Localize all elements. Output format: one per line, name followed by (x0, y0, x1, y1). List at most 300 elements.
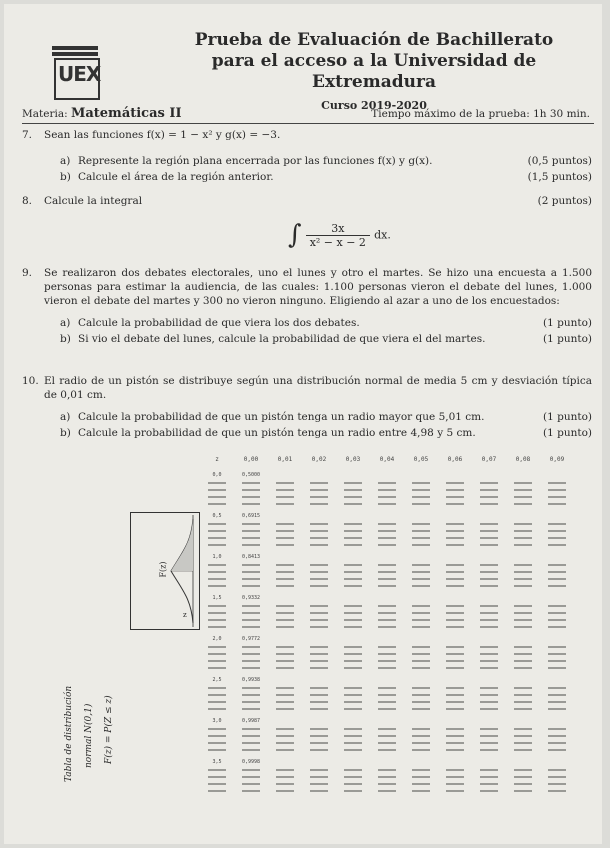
table-filler-line (310, 530, 328, 532)
table-filler-line (276, 783, 294, 785)
table-filler-line (208, 503, 226, 505)
table-header-cell: 0,09 (549, 456, 565, 463)
question-text: El radio de un pistón se distribuye según una distribución normal de media 5 cm y desviación típica de 0,01 cm. (44, 375, 592, 401)
table-filler-line (378, 687, 396, 689)
table-filler-line (276, 742, 294, 744)
table-filler-line (344, 749, 362, 751)
question-points: (2 puntos) (537, 195, 592, 207)
table-filler-line (548, 612, 566, 614)
table-filler-line (480, 667, 498, 669)
normal-table (60, 452, 568, 800)
table-filler-line (344, 660, 362, 662)
table-subtitle: normal N(0,1) (84, 703, 94, 768)
table-filler-line (446, 749, 464, 751)
table-filler-line (480, 783, 498, 785)
table-filler-line (242, 496, 260, 498)
table-filler-line (446, 605, 464, 607)
table-filler-line (480, 612, 498, 614)
table-filler-line (276, 708, 294, 710)
table-filler-line (446, 489, 464, 491)
table-cell: 0,6915 (241, 513, 261, 519)
table-filler-line (412, 564, 430, 566)
table-filler-line (378, 578, 396, 580)
table-filler-line (378, 605, 396, 607)
table-filler-line (208, 544, 226, 546)
table-filler-line (208, 571, 226, 573)
item-text: Calcule la probabilidad de que un pistón tenga un radio entre 4,98 y 5 cm. (78, 427, 476, 439)
table-filler-line (412, 578, 430, 580)
table-filler-line (208, 701, 226, 703)
table-filler-line (548, 701, 566, 703)
table-filler-line (446, 735, 464, 737)
table-filler-line (412, 571, 430, 573)
table-filler-line (514, 626, 532, 628)
table-filler-line (242, 708, 260, 710)
table-cell: 3,0 (212, 718, 222, 724)
table-filler-line (412, 728, 430, 730)
table-filler-line (310, 687, 328, 689)
table-filler-line (480, 503, 498, 505)
table-filler-line (310, 694, 328, 696)
table-filler-line (446, 742, 464, 744)
table-filler-line (480, 530, 498, 532)
table-filler-line (378, 667, 396, 669)
table-title: Tabla de distribución (64, 685, 74, 782)
table-filler-line (208, 619, 226, 621)
question-number: 7. (22, 129, 33, 141)
table-filler-line (412, 544, 430, 546)
table-filler-line (344, 742, 362, 744)
table-filler-line (344, 667, 362, 669)
table-filler-line (276, 749, 294, 751)
table-filler-line (310, 496, 328, 498)
table-filler-line (310, 660, 328, 662)
table-filler-line (514, 571, 532, 573)
table-filler-line (344, 496, 362, 498)
table-filler-line (310, 626, 328, 628)
table-filler-line (344, 619, 362, 621)
graph-label: F(z) (158, 561, 168, 578)
table-filler-line (344, 503, 362, 505)
table-filler-line (344, 523, 362, 525)
table-filler-line (344, 783, 362, 785)
table-filler-line (412, 626, 430, 628)
table-filler-line (276, 564, 294, 566)
table-filler-line (344, 687, 362, 689)
table-filler-line (276, 728, 294, 730)
table-filler-line (378, 653, 396, 655)
table-filler-line (514, 660, 532, 662)
table-filler-line (446, 564, 464, 566)
table-filler-line (242, 571, 260, 573)
table-cell: 1,0 (212, 554, 222, 560)
table-filler-line (412, 605, 430, 607)
table-filler-line (480, 605, 498, 607)
table-filler-line (242, 653, 260, 655)
table-filler-line (242, 523, 260, 525)
table-filler-line (310, 564, 328, 566)
table-filler-line (480, 537, 498, 539)
table-filler-line (446, 769, 464, 771)
table-header-cell: 0,05 (413, 456, 429, 463)
table-filler-line (548, 564, 566, 566)
table-filler-line (480, 482, 498, 484)
question-number: 9. (22, 267, 33, 279)
table-filler-line (344, 776, 362, 778)
table-filler-line (412, 496, 430, 498)
table-filler-line (242, 728, 260, 730)
table-filler-line (480, 544, 498, 546)
table-filler-line (548, 530, 566, 532)
table-filler-line (514, 667, 532, 669)
table-filler-line (242, 660, 260, 662)
table-filler-line (208, 653, 226, 655)
question-item (22, 316, 592, 330)
item-letter: a) (60, 155, 71, 167)
table-filler-line (548, 626, 566, 628)
table-filler-line (208, 646, 226, 648)
table-filler-line (480, 489, 498, 491)
table-filler-line (514, 653, 532, 655)
table-filler-line (310, 612, 328, 614)
table-filler-line (514, 503, 532, 505)
question-number: 10. (22, 375, 39, 387)
table-filler-line (344, 482, 362, 484)
table-filler-line (548, 769, 566, 771)
table-filler-line (378, 496, 396, 498)
table-header-cell: 0,08 (515, 456, 531, 463)
item-points: (1 punto) (543, 411, 592, 423)
table-filler-line (446, 626, 464, 628)
table-filler-line (242, 619, 260, 621)
table-filler-line (310, 769, 328, 771)
table-filler-line (310, 790, 328, 792)
table-cell: 0,9772 (241, 636, 261, 642)
table-filler-line (242, 783, 260, 785)
table-filler-line (446, 619, 464, 621)
table-filler-line (514, 708, 532, 710)
table-filler-line (514, 776, 532, 778)
table-filler-line (310, 619, 328, 621)
table-filler-line (412, 537, 430, 539)
table-filler-line (276, 605, 294, 607)
question-9 (22, 266, 592, 346)
table-cell: 0,8413 (241, 554, 261, 560)
table-filler-line (548, 708, 566, 710)
table-filler-line (378, 482, 396, 484)
table-filler-line (548, 537, 566, 539)
item-text: Represente la región plana encerrada por las funciones f(x) y g(x). (78, 155, 433, 167)
table-filler-line (412, 790, 430, 792)
table-filler-line (242, 646, 260, 648)
exam-course: Curso 2019-2020 (321, 99, 427, 112)
table-filler-line (378, 612, 396, 614)
table-filler-line (378, 742, 396, 744)
table-filler-line (276, 790, 294, 792)
table-filler-line (412, 701, 430, 703)
table-filler-line (344, 694, 362, 696)
table-cell: 0,9332 (241, 595, 261, 601)
table-filler-line (276, 646, 294, 648)
table-filler-line (514, 585, 532, 587)
table-filler-line (242, 694, 260, 696)
table-filler-line (344, 769, 362, 771)
table-filler-line (480, 626, 498, 628)
table-filler-line (412, 783, 430, 785)
table-filler-line (378, 660, 396, 662)
table-filler-line (480, 496, 498, 498)
table-filler-line (208, 790, 226, 792)
table-filler-line (548, 687, 566, 689)
table-filler-line (276, 667, 294, 669)
table-filler-line (276, 489, 294, 491)
table-filler-line (412, 619, 430, 621)
table-filler-line (310, 503, 328, 505)
question-item (22, 410, 592, 424)
integral-expression (288, 220, 391, 250)
table-filler-line (446, 571, 464, 573)
table-filler-line (548, 749, 566, 751)
table-filler-line (446, 653, 464, 655)
table-filler-line (446, 790, 464, 792)
table-filler-line (446, 578, 464, 580)
table-filler-line (548, 503, 566, 505)
question-item (22, 426, 592, 440)
table-filler-line (548, 544, 566, 546)
table-filler-line (242, 776, 260, 778)
table-filler-line (514, 612, 532, 614)
table-filler-line (344, 571, 362, 573)
table-filler-line (514, 742, 532, 744)
table-filler-line (548, 489, 566, 491)
table-header-cell: 0,04 (379, 456, 395, 463)
table-filler-line (276, 687, 294, 689)
integral-differential: dx. (374, 228, 391, 242)
table-filler-line (310, 776, 328, 778)
table-filler-line (514, 701, 532, 703)
integral-denominator: x² − x − 2 (309, 235, 366, 249)
table-filler-line (344, 708, 362, 710)
item-text: Si vio el debate del lunes, calcule la probabilidad de que viera el del martes. (78, 333, 486, 345)
table-filler-line (412, 482, 430, 484)
table-header-cell: z (215, 456, 219, 463)
logo-bar-second (52, 52, 98, 56)
table-filler-line (310, 749, 328, 751)
table-header-cell: 0,00 (243, 456, 259, 463)
table-filler-line (276, 544, 294, 546)
table-filler-line (548, 790, 566, 792)
question-number: 8. (22, 195, 33, 207)
table-filler-line (344, 537, 362, 539)
table-filler-line (480, 564, 498, 566)
logo-bar-top (52, 46, 98, 50)
table-filler-line (514, 749, 532, 751)
table-filler-line (242, 749, 260, 751)
table-filler-line (344, 653, 362, 655)
time-limit: Tiempo máximo de la prueba: 1h 30 min. (371, 108, 590, 120)
table-filler-line (242, 578, 260, 580)
table-cell: 2,0 (212, 636, 222, 642)
table-filler-line (446, 660, 464, 662)
table-filler-line (412, 489, 430, 491)
table-filler-line (378, 776, 396, 778)
table-filler-line (480, 571, 498, 573)
table-filler-line (310, 653, 328, 655)
table-filler-line (344, 626, 362, 628)
table-filler-line (480, 728, 498, 730)
table-filler-line (344, 530, 362, 532)
table-filler-line (446, 667, 464, 669)
table-filler-line (378, 571, 396, 573)
table-filler-line (548, 496, 566, 498)
table-filler-line (412, 708, 430, 710)
table-filler-line (242, 742, 260, 744)
table-filler-line (514, 496, 532, 498)
table-cell: 2,5 (212, 677, 222, 683)
table-filler-line (378, 544, 396, 546)
table-filler-line (446, 783, 464, 785)
table-filler-line (480, 708, 498, 710)
item-letter: a) (60, 411, 71, 423)
table-filler-line (310, 578, 328, 580)
table-filler-line (412, 653, 430, 655)
table-filler-line (480, 619, 498, 621)
table-filler-line (378, 523, 396, 525)
table-filler-line (310, 544, 328, 546)
table-filler-line (548, 619, 566, 621)
subject-label: Materia: (22, 108, 68, 120)
table-filler-line (276, 694, 294, 696)
table-formula: F(z) = P(Z ≤ z) (104, 695, 114, 764)
table-filler-line (446, 523, 464, 525)
table-filler-line (412, 612, 430, 614)
table-filler-line (208, 537, 226, 539)
table-filler-line (446, 585, 464, 587)
table-filler-line (378, 694, 396, 696)
table-filler-line (276, 701, 294, 703)
table-filler-line (412, 687, 430, 689)
table-filler-line (548, 783, 566, 785)
table-filler-line (378, 537, 396, 539)
table-filler-line (480, 776, 498, 778)
table-filler-line (242, 735, 260, 737)
table-filler-line (242, 537, 260, 539)
integral-fraction (306, 222, 370, 249)
table-header-cell: 0,07 (481, 456, 497, 463)
table-filler-line (310, 571, 328, 573)
subject-line (22, 106, 594, 124)
table-filler-line (208, 626, 226, 628)
table-filler-line (480, 523, 498, 525)
table-filler-line (242, 769, 260, 771)
table-filler-line (412, 769, 430, 771)
table-filler-line (276, 612, 294, 614)
table-filler-line (276, 503, 294, 505)
table-filler-line (514, 578, 532, 580)
table-filler-line (242, 790, 260, 792)
table-filler-line (548, 694, 566, 696)
question-item (22, 170, 592, 184)
table-filler-line (378, 790, 396, 792)
table-filler-line (446, 537, 464, 539)
table-columns (204, 452, 568, 800)
table-filler-line (514, 482, 532, 484)
table-filler-line (310, 646, 328, 648)
table-filler-line (548, 605, 566, 607)
table-filler-line (242, 701, 260, 703)
table-title-area (60, 452, 124, 800)
table-filler-line (378, 530, 396, 532)
table-filler-line (412, 585, 430, 587)
table-filler-line (378, 626, 396, 628)
table-header-cell: 0,06 (447, 456, 463, 463)
table-filler-line (310, 708, 328, 710)
table-filler-line (412, 646, 430, 648)
table-filler-line (208, 749, 226, 751)
table-filler-line (514, 790, 532, 792)
table-filler-line (208, 585, 226, 587)
question-10 (22, 374, 592, 440)
table-filler-line (514, 694, 532, 696)
item-points: (1 punto) (543, 427, 592, 439)
table-filler-line (446, 694, 464, 696)
table-filler-line (446, 496, 464, 498)
table-filler-line (310, 735, 328, 737)
table-header-cell: 0,01 (277, 456, 293, 463)
table-filler-line (480, 646, 498, 648)
integral-sign: ∫ (288, 220, 302, 250)
table-filler-line (378, 728, 396, 730)
table-cell: 3,5 (212, 759, 222, 765)
table-filler-line (378, 619, 396, 621)
table-filler-line (412, 776, 430, 778)
table-filler-line (446, 530, 464, 532)
table-filler-line (480, 769, 498, 771)
table-filler-line (310, 482, 328, 484)
item-text: Calcule la probabilidad de que un pistón tenga un radio mayor que 5,01 cm. (78, 411, 485, 423)
table-filler-line (344, 701, 362, 703)
table-filler-line (548, 523, 566, 525)
table-filler-line (514, 619, 532, 621)
table-filler-line (208, 605, 226, 607)
table-filler-line (276, 653, 294, 655)
table-filler-line (208, 687, 226, 689)
table-filler-line (276, 735, 294, 737)
table-filler-line (242, 667, 260, 669)
table-filler-line (208, 496, 226, 498)
table-filler-line (446, 776, 464, 778)
table-filler-line (446, 687, 464, 689)
item-text: Calcule el área de la región anterior. (78, 171, 274, 183)
table-filler-line (276, 530, 294, 532)
table-filler-line (514, 523, 532, 525)
table-filler-line (412, 667, 430, 669)
table-filler-line (344, 585, 362, 587)
table-filler-line (208, 523, 226, 525)
item-points: (1,5 puntos) (527, 171, 592, 183)
table-filler-line (310, 537, 328, 539)
table-filler-line (446, 503, 464, 505)
table-filler-line (548, 667, 566, 669)
table-filler-line (412, 523, 430, 525)
item-text: Calcule la probabilidad de que viera los dos debates. (78, 317, 360, 329)
normal-curve-graph (130, 512, 200, 630)
table-header-cell: 0,03 (345, 456, 361, 463)
table-filler-line (480, 687, 498, 689)
table-filler-line (242, 585, 260, 587)
integral-numerator: 3x (306, 222, 370, 236)
table-filler-line (378, 708, 396, 710)
